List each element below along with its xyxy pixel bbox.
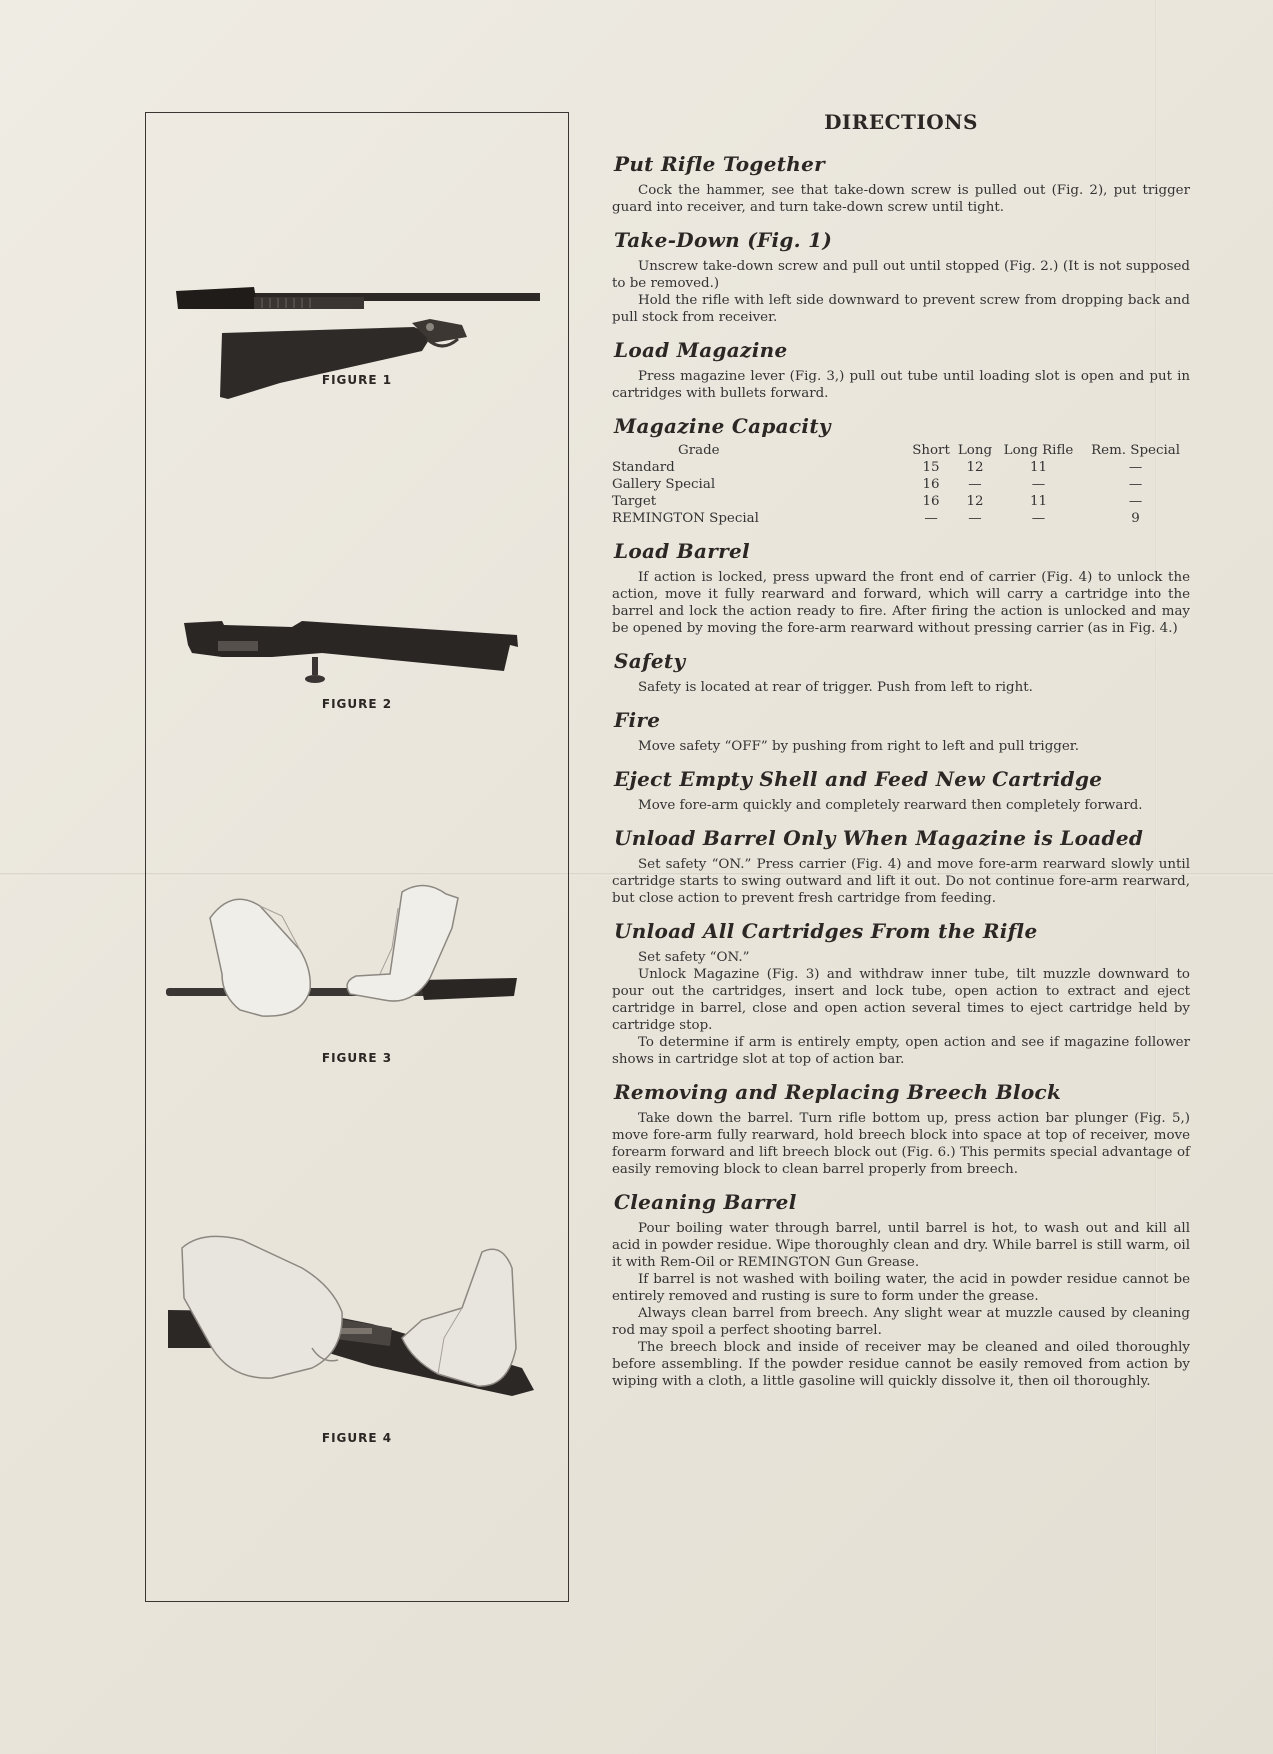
value-cell: 16 bbox=[922, 494, 940, 509]
section-text: Move safety “OFF” by pushing from right to left and pull trigger. bbox=[638, 739, 1079, 754]
section-heading: Unload All Cartridges From the Rifle bbox=[614, 919, 1038, 943]
section-heading: Cleaning Barrel bbox=[614, 1190, 797, 1214]
section-text: To determine if arm is entirely empty, open action and see if magazine follower shows in cartridge slot at top of action bar. bbox=[612, 1035, 1190, 1067]
value-cell: 16 bbox=[922, 477, 940, 492]
section-text: Take down the barrel. Turn rifle bottom up, press action bar plunger (Fig. 5,) move fore-arm fully rearward, hold breech block into space at top of receiver, move forearm forward and lift breech block out (Fig. 6.) This permits special advantage of easily removing block to clean barrel properly from breech. bbox=[612, 1111, 1190, 1177]
value-cell: 12 bbox=[966, 494, 984, 509]
section-heading: Magazine Capacity bbox=[614, 414, 831, 438]
section-text: Hold the rifle with left side downward to prevent screw from dropping back and pull stock from receiver. bbox=[612, 293, 1190, 325]
section-text: Unscrew take-down screw and pull out until stopped (Fig. 2.) (It is not supposed to be removed.) bbox=[612, 259, 1190, 291]
value-cell: — bbox=[1128, 494, 1143, 509]
figure-1 bbox=[146, 273, 568, 413]
figure-1-caption: FIGURE 1 bbox=[321, 373, 393, 387]
value-cell: — bbox=[1128, 477, 1143, 492]
page-title: DIRECTIONS bbox=[824, 110, 978, 134]
figure-3-caption: FIGURE 3 bbox=[321, 1051, 393, 1065]
table-row bbox=[612, 493, 1190, 510]
section-safety bbox=[612, 649, 1190, 696]
section-text: Move fore-arm quickly and completely rearward then completely forward. bbox=[638, 798, 1143, 813]
col-header-rem-special: Rem. Special bbox=[1091, 443, 1181, 458]
section-put-rifle-together bbox=[612, 152, 1190, 216]
table-row bbox=[612, 459, 1190, 476]
section-text: Unlock Magazine (Fig. 3) and withdraw inner tube, tilt muzzle downward to pour out the cartridges, insert and lock tube, open action to extract and eject cartridge in barrel, close and open action several times to eject cartridge held by cartridge stop. bbox=[612, 967, 1190, 1033]
section-unload-all bbox=[612, 919, 1190, 1068]
section-unload-barrel bbox=[612, 826, 1190, 907]
section-text: Always clean barrel from breech. Any slight wear at muzzle caused by cleaning rod may spoil a perfect shooting barrel. bbox=[612, 1306, 1190, 1338]
grade-cell: Standard bbox=[612, 460, 675, 475]
section-heading: Load Barrel bbox=[614, 539, 750, 563]
section-load-magazine bbox=[612, 338, 1190, 402]
section-heading: Fire bbox=[614, 708, 661, 732]
value-cell: — bbox=[1031, 511, 1046, 526]
takedown-rifle-parts-illustration bbox=[162, 273, 552, 413]
section-breech-block bbox=[612, 1080, 1190, 1178]
section-heading: Take-Down (Fig. 1) bbox=[614, 228, 833, 252]
figure-4 bbox=[146, 1228, 568, 1418]
value-cell: 12 bbox=[966, 460, 984, 475]
section-text: Safety is located at rear of trigger. Push from left to right. bbox=[638, 680, 1033, 695]
value-cell: 11 bbox=[1029, 494, 1048, 509]
table-row bbox=[612, 510, 1190, 527]
section-text: Cock the hammer, see that take-down screw is pulled out (Fig. 2), put trigger guard into receiver, and turn take-down screw until tight. bbox=[612, 183, 1190, 215]
capacity-table bbox=[612, 442, 1190, 527]
value-cell: — bbox=[968, 477, 982, 492]
value-cell: — bbox=[1128, 460, 1143, 475]
grade-cell: Target bbox=[612, 494, 657, 509]
value-cell: 15 bbox=[922, 460, 940, 475]
section-text: The breech block and inside of receiver may be cleaned and oiled thoroughly before assembling. If the powder residue cannot be easily removed from action by wiping with a cloth, a little gasoline will quickly dissolve it, then oil thoroughly. bbox=[612, 1340, 1190, 1389]
value-cell: 9 bbox=[1131, 511, 1140, 526]
figure-4-caption: FIGURE 4 bbox=[321, 1431, 393, 1445]
value-cell: — bbox=[1031, 477, 1046, 492]
col-header-short: Short bbox=[912, 443, 950, 458]
table-row bbox=[612, 476, 1190, 493]
section-take-down bbox=[612, 228, 1190, 326]
magazine-tube-hands-illustration bbox=[162, 878, 552, 1038]
section-text: Set safety “ON.” bbox=[638, 950, 750, 965]
section-text: If action is locked, press upward the front end of carrier (Fig. 4) to unlock the action, move it fully rearward and forward, which will carry a cartridge into the barrel and lock the action ready to fire. After firing the action is unlocked and may be opened by moving the fore-arm rearward without pressing carrier (as in Fig. 4.) bbox=[612, 570, 1190, 636]
section-eject-shell bbox=[612, 767, 1190, 814]
figure-2 bbox=[146, 613, 568, 703]
grade-cell: REMINGTON Special bbox=[612, 511, 759, 526]
carrier-press-hands-illustration bbox=[162, 1228, 552, 1418]
value-cell: — bbox=[968, 511, 982, 526]
section-heading: Removing and Replacing Breech Block bbox=[614, 1080, 1062, 1104]
section-text: Set safety “ON.” Press carrier (Fig. 4) and move fore-arm rearward slowly until cartridge starts to swing outward and lift it out. Do not continue fore-arm rearward, but close action to prevent fresh cartridge from feeding. bbox=[612, 857, 1190, 906]
grade-cell: Gallery Special bbox=[612, 477, 716, 492]
directions-column bbox=[612, 110, 1190, 1390]
section-heading: Safety bbox=[614, 649, 686, 673]
value-cell: — bbox=[924, 511, 938, 526]
section-heading: Eject Empty Shell and Feed New Cartridge bbox=[614, 767, 1103, 791]
section-heading: Unload Barrel Only When Magazine is Loaded bbox=[614, 826, 1144, 850]
section-text: Press magazine lever (Fig. 3,) pull out tube until loading slot is open and put in cartridges with bullets forward. bbox=[612, 369, 1190, 401]
section-text: If barrel is not washed with boiling water, the acid in powder residue cannot be entirely removed and rusting is sure to form under the grease. bbox=[612, 1272, 1190, 1304]
figure-3 bbox=[146, 878, 568, 1038]
figure-2-caption: FIGURE 2 bbox=[321, 697, 393, 711]
capacity-table-header bbox=[612, 442, 1190, 459]
takedown-screw-illustration bbox=[162, 613, 552, 703]
section-load-barrel bbox=[612, 539, 1190, 637]
section-cleaning-barrel bbox=[612, 1190, 1190, 1390]
section-heading: Put Rifle Together bbox=[614, 152, 825, 176]
section-heading: Load Magazine bbox=[614, 338, 788, 362]
section-magazine-capacity bbox=[612, 414, 1190, 527]
value-cell: 11 bbox=[1029, 460, 1048, 475]
section-fire bbox=[612, 708, 1190, 755]
col-header-long-rifle: Long Rifle bbox=[1003, 443, 1074, 458]
figure-panel bbox=[145, 112, 569, 1602]
col-header-long: Long bbox=[957, 443, 993, 458]
col-header-grade: Grade bbox=[678, 443, 720, 458]
section-text: Pour boiling water through barrel, until barrel is hot, to wash out and kill all acid in powder residue. Wipe thoroughly clean and dry. While barrel is still warm, oil it with Rem-Oil or REMINGTON Gun Grease. bbox=[612, 1221, 1190, 1270]
